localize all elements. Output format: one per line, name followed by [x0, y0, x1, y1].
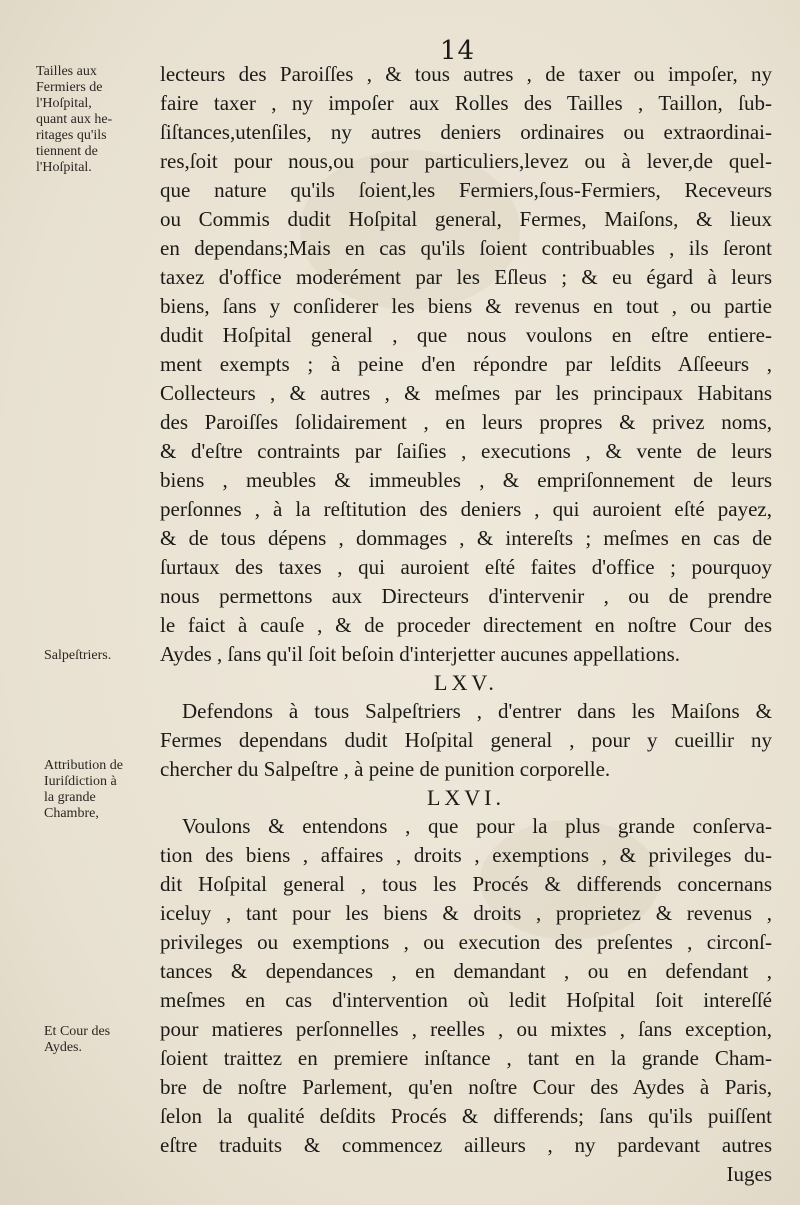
- text-line: nous permettons aux Directeurs d'intervenir , ou de prendre: [160, 584, 772, 608]
- text-line: Voulons & entendons , que pour la plus grande conſerva-: [182, 814, 772, 838]
- text-line: Defendons à tous Salpeſtriers , d'entrer dans les Maiſons &: [182, 699, 772, 723]
- margin-note-line: Fermiers de: [36, 80, 103, 95]
- margin-note-line: la grande: [44, 790, 96, 805]
- section-heading-lxvi: LXVI.: [426, 785, 506, 810]
- margin-note-line: Iuriſdiction à: [44, 774, 117, 789]
- text-line: Aydes , ſans qu'il ſoit beſoin d'interjetter aucunes appellations.: [160, 642, 681, 666]
- margin-note-line: Chambre,: [44, 806, 99, 821]
- text-line: biens , meubles & immeubles , & empriſonnement de leurs: [160, 468, 772, 492]
- text-line: iceluy , tant pour les biens & droits , proprietez & revenus ,: [160, 901, 772, 925]
- text-line: ſoient traittez en premiere inſtance , tant en la grande Cham-: [160, 1046, 772, 1070]
- text-line: que nature qu'ils ſoient,les Fermiers,ſous-Fermiers, Receveurs: [160, 178, 772, 202]
- text-line: perſonnes , à la reſtitution des deniers , qui auroient eſté payez,: [160, 497, 772, 521]
- text-line: biens, ſans y conſiderer les biens & revenus en tout , ou partie: [160, 294, 772, 318]
- text-line: ſiſtances,utenſiles, ny autres deniers ordinaires ou extraordinai-: [160, 120, 772, 144]
- text-line: & de tous dépens , dommages , & intereſts ; meſmes en cas de: [160, 526, 772, 550]
- text-line: res,ſoit pour nous,ou pour particuliers,levez ou à lever,de quel-: [160, 149, 772, 173]
- text-line: dudit Hoſpital general , que nous voulons en eſtre entiere-: [160, 323, 772, 347]
- text-line: pour matieres perſonnelles , reelles , ou mixtes , ſans exception,: [160, 1017, 772, 1041]
- margin-note-line: quant aux he-: [36, 112, 113, 127]
- text-line: Collecteurs , & autres , & meſmes par les principaux Habitans: [160, 381, 772, 405]
- text-line: des Paroiſſes ſolidairement , en leurs propres & privez noms,: [160, 410, 772, 434]
- section-heading-lxv: LXV.: [434, 670, 498, 695]
- margin-note-line: l'Hoſpital,: [36, 96, 92, 111]
- margin-note-salpestriers: [44, 648, 162, 664]
- text-line: & d'eſtre contraints par ſaiſies , executions , & vente de leurs: [160, 439, 772, 463]
- margin-note-line: tiennent de: [36, 144, 98, 159]
- text-line: Fermes dependans dudit Hoſpital general , pour y cueillir ny: [160, 728, 772, 752]
- margin-note-line: l'Hoſpital.: [36, 160, 92, 175]
- main-text-block: [160, 60, 772, 1189]
- text-line: ment exempts ; à peine d'en répondre par leſdits Aſſeeurs ,: [160, 352, 772, 376]
- text-line: meſmes en cas d'intervention où ledit Hoſpital ſoit intereſſé: [160, 988, 772, 1012]
- text-line: ou Commis dudit Hoſpital general, Fermes, Maiſons, & lieux: [160, 207, 772, 231]
- text-line: faire taxer , ny impoſer aux Rolles des Tailles , Taillon, ſub-: [160, 91, 772, 115]
- text-line: ſelon la qualité deſdits Procés & differends; ſans qu'ils puiſſent: [160, 1104, 772, 1128]
- margin-note-line: Salpeſtriers.: [44, 648, 112, 663]
- text-line: lecteurs des Paroiſſes , & tous autres , de taxer ou impoſer, ny: [160, 62, 772, 86]
- margin-note-line: Aydes.: [44, 1040, 82, 1055]
- page-number: 14: [440, 36, 476, 66]
- text-line: privileges ou exemptions , ou execution des preſentes , circonſ-: [160, 930, 772, 954]
- text-line: tion des biens , affaires , droits , exemptions , & privileges du-: [160, 843, 772, 867]
- text-line: chercher du Salpeſtre , à peine de punition corporelle.: [160, 757, 611, 781]
- margin-note-tailles: [36, 64, 154, 176]
- margin-note-line: ritages qu'ils: [36, 128, 107, 143]
- text-line: en dependans;Mais en cas qu'ils ſoient contribuables , ils ſeront: [160, 236, 772, 260]
- catchword: Iuges: [726, 1162, 772, 1186]
- text-line: bre de noſtre Parlement, qu'en noſtre Cour des Aydes à Paris,: [160, 1075, 772, 1099]
- margin-note-attribution: [44, 758, 162, 822]
- margin-note-line: Attribution de: [44, 758, 123, 773]
- text-line: ſurtaux des taxes , qui auroient eſté faites d'office ; pourquoy: [160, 555, 772, 579]
- text-line: le faict à cauſe , & de proceder directement en noſtre Cour des: [160, 613, 772, 637]
- text-line: taxez d'office moderément par les Eſleus ; & eu égard à leurs: [160, 265, 772, 289]
- text-line: tances & dependances , en demandant , ou en defendant ,: [160, 959, 772, 983]
- margin-note-line: Tailles aux: [36, 64, 97, 79]
- margin-note-cour-des-aydes: [44, 1024, 162, 1056]
- text-line: dit Hoſpital general , tous les Procés & differends concernans: [160, 872, 772, 896]
- text-line: eſtre traduits & commencez ailleurs , ny pardevant autres: [160, 1133, 772, 1157]
- margin-note-line: Et Cour des: [44, 1024, 111, 1039]
